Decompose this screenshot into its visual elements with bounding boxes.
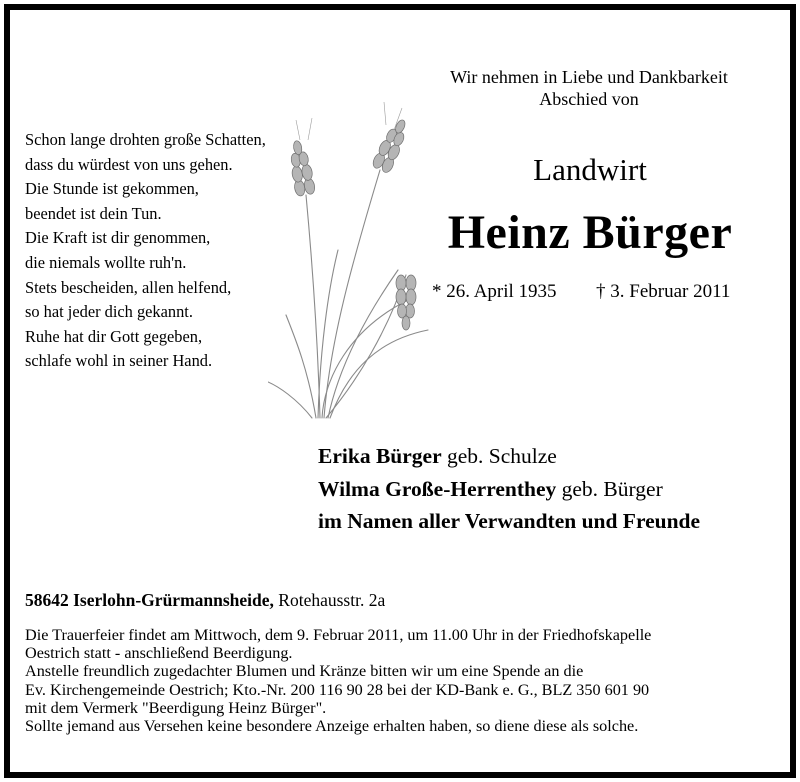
poem-line: Die Stunde ist gekommen,	[25, 179, 199, 199]
death-date: † 3. Februar 2011	[596, 281, 731, 302]
poem-line: beendet ist dein Tun.	[25, 203, 162, 223]
mourner-name: Wilma Große-Herrenthey	[318, 477, 557, 501]
mourner-name: Erika Bürger	[318, 444, 442, 468]
poem	[25, 128, 266, 374]
mourner-suffix: geb. Schulze	[441, 444, 557, 468]
mourner-line	[318, 477, 663, 502]
intro-line-1: Wir nehmen in Liebe und Dankbarkeit	[450, 67, 728, 87]
notice-line: Sollte jemand aus Versehen keine besondere Anzeige erhalten haben, so diene diese als solche.	[25, 717, 639, 736]
mourner-suffix: geb. Bürger	[556, 477, 663, 501]
notice-line: mit dem Vermerk "Beerdigung Heinz Bürger".	[25, 698, 327, 717]
notice-line: Ev. Kirchengemeinde Oestrich; Kto.-Nr. 200 116 90 28 bei der KD-Bank e. G., BLZ 350 601 90	[25, 680, 650, 699]
deceased-title: Landwirt	[533, 152, 647, 187]
mourner-line	[318, 509, 700, 534]
poem-line: Stets bescheiden, allen helfend,	[25, 277, 232, 297]
address-city: 58642 Iserlohn-Grürmannsheide,	[25, 590, 274, 610]
wheat-ears-icon	[268, 100, 438, 420]
birth-date: * 26. April 1935	[432, 281, 557, 302]
notice-line: Die Trauerfeier findet am Mittwoch, dem 9. Februar 2011, um 11.00 Uhr in der Friedhofskapelle	[25, 626, 652, 644]
notice-line: Oestrich statt - anschließend Beerdigung.	[25, 644, 293, 663]
intro-text	[424, 66, 754, 110]
address	[25, 590, 385, 611]
deceased-name: Heinz Bürger	[447, 206, 733, 259]
poem-line: schlafe wohl in seiner Hand.	[25, 351, 213, 371]
poem-line: die niemals wollte ruh'n.	[25, 252, 187, 272]
address-street: Rotehausstr. 2a	[273, 590, 386, 610]
mourner-name: im Namen aller Verwandten und Freunde	[318, 509, 701, 533]
poem-line: Schon lange drohten große Schatten,	[25, 130, 266, 149]
poem-line: Die Kraft ist dir genommen,	[25, 228, 211, 248]
poem-line: so hat jeder dich gekannt.	[25, 302, 193, 322]
poem-line: Ruhe hat dir Gott gegeben,	[25, 326, 203, 346]
notice-line: Anstelle freundlich zugedachter Blumen und Kränze bitten wir um eine Spende an die	[25, 662, 584, 681]
intro-line-2: Abschied von	[539, 89, 639, 109]
funeral-notice	[25, 626, 651, 735]
mourner-line	[318, 444, 557, 469]
poem-line: dass du würdest von uns gehen.	[25, 154, 233, 174]
